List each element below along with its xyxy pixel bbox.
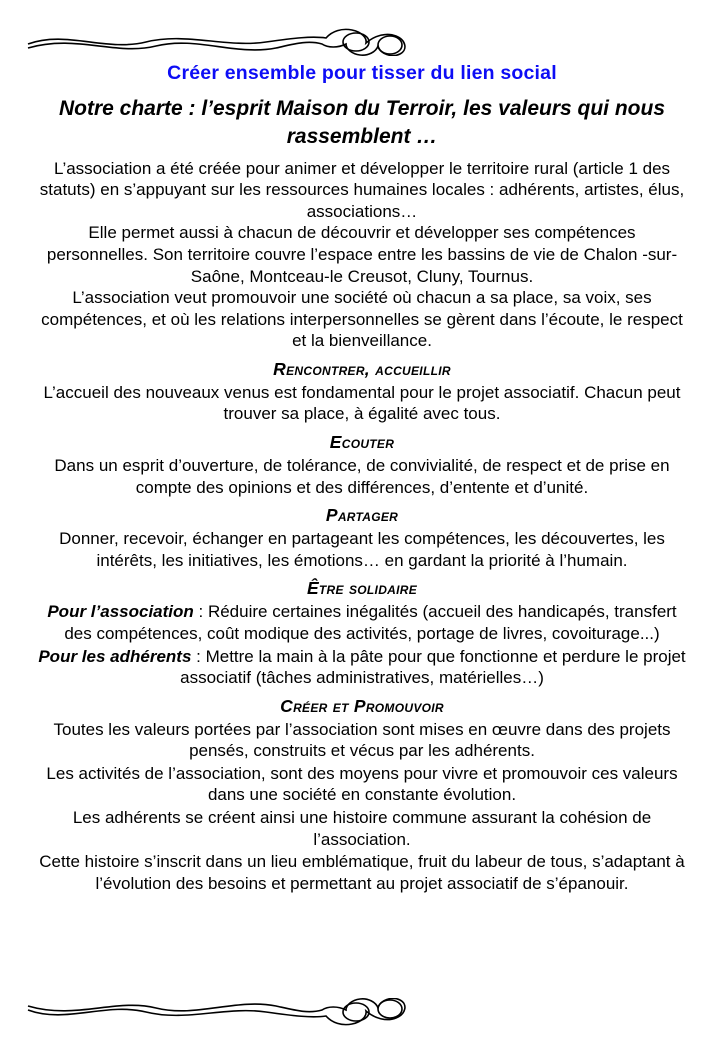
section-paragraph: L’accueil des nouveaux venus est fondamental pour le projet associatif. Chacun peut trouver sa place, à égalité avec tous. [43,382,681,424]
section-creer-et-promouvoir [38,696,686,895]
paragraph-text: : Réduire certaines inégalités (accueil des handicapés, transfert des compétences, coût modique des activités, portage de livres, covoiturage...) [64,602,677,643]
section-heading: Ecouter [329,432,395,453]
section-ecouter [38,432,686,498]
page-title: Créer ensemble pour tisser du lien social [167,62,557,84]
section-heading: Créer et Promouvoir [280,695,444,716]
wave-loop-ornament-bottom [26,998,698,1032]
section-paragraph: Les adhérents se créent ainsi une histoire commune assurant la cohésion de l’association. [72,807,652,849]
section-paragraph: Dans un esprit d’ouverture, de tolérance, de convivialité, de respect et de prise en compte des opinions et des différences, d’entente et d’unité. [54,456,670,497]
section-paragraph: Cette histoire s’inscrit dans un lieu emblématique, fruit du labeur de tous, s’adaptant à l’évolution des besoins et permettant au projet associatif de s’épanouir. [39,852,685,893]
labelled-paragraph [38,601,686,644]
paragraph-label: Pour l’association [47,602,194,622]
wave-loop-ornament-top [26,22,698,56]
section-etre-solidaire [38,578,686,688]
section-paragraph: Donner, recevoir, échanger en partageant les compétences, les découvertes, les intérêts, les initiatives, les émotions… en gardant la priorité à l’humain. [59,529,665,570]
intro-paragraph: L’association veut promouvoir une société où chacun a sa place, sa voix, ses compétences, et où les relations interpersonnelles se gèrent dans l’écoute, le respect et la bienveillance. [41,288,683,351]
section-heading: Rencontrer, accueillir [273,358,451,379]
labelled-paragraph [38,646,686,689]
section-heading: Partager [325,505,399,526]
paragraph-text: : Mettre la main à la pâte pour que fonctionne et perdure le projet associatif (tâches administratives, matérielles…) [180,646,686,688]
page-subtitle: Notre charte : l’esprit Maison du Terroir, les valeurs qui nous rassemblent … [58,97,666,149]
section-paragraph: Les activités de l’association, sont des moyens pour vivre et promouvoir ces valeurs dans une société en constante évolution. [46,763,678,805]
section-heading: Être solidaire [306,578,418,599]
section-partager [38,505,686,571]
section-paragraph: Toutes les valeurs portées par l’association sont mises en œuvre dans des projets pensés, construits et vécus par les adhérents. [53,719,671,761]
intro-paragraph: L’association a été créée pour animer et développer le territoire rural (article 1 des statuts) en s’appuyant sur les ressources humaines locales : adhérents, artistes, élus, associations… [39,158,685,221]
document-content [26,62,698,894]
paragraph-label: Pour les adhérents [38,646,192,666]
section-rencontrer-accueillir [38,359,686,425]
intro-block [38,158,686,352]
document-page [0,22,724,1046]
intro-paragraph: Elle permet aussi à chacun de découvrir et développer ses compétences personnelles. Son territoire couvre l’espace entre les bassins de vie de Chalon -sur- Saône, Montceau-le Creusot, Cluny, Tournus. [46,223,678,286]
